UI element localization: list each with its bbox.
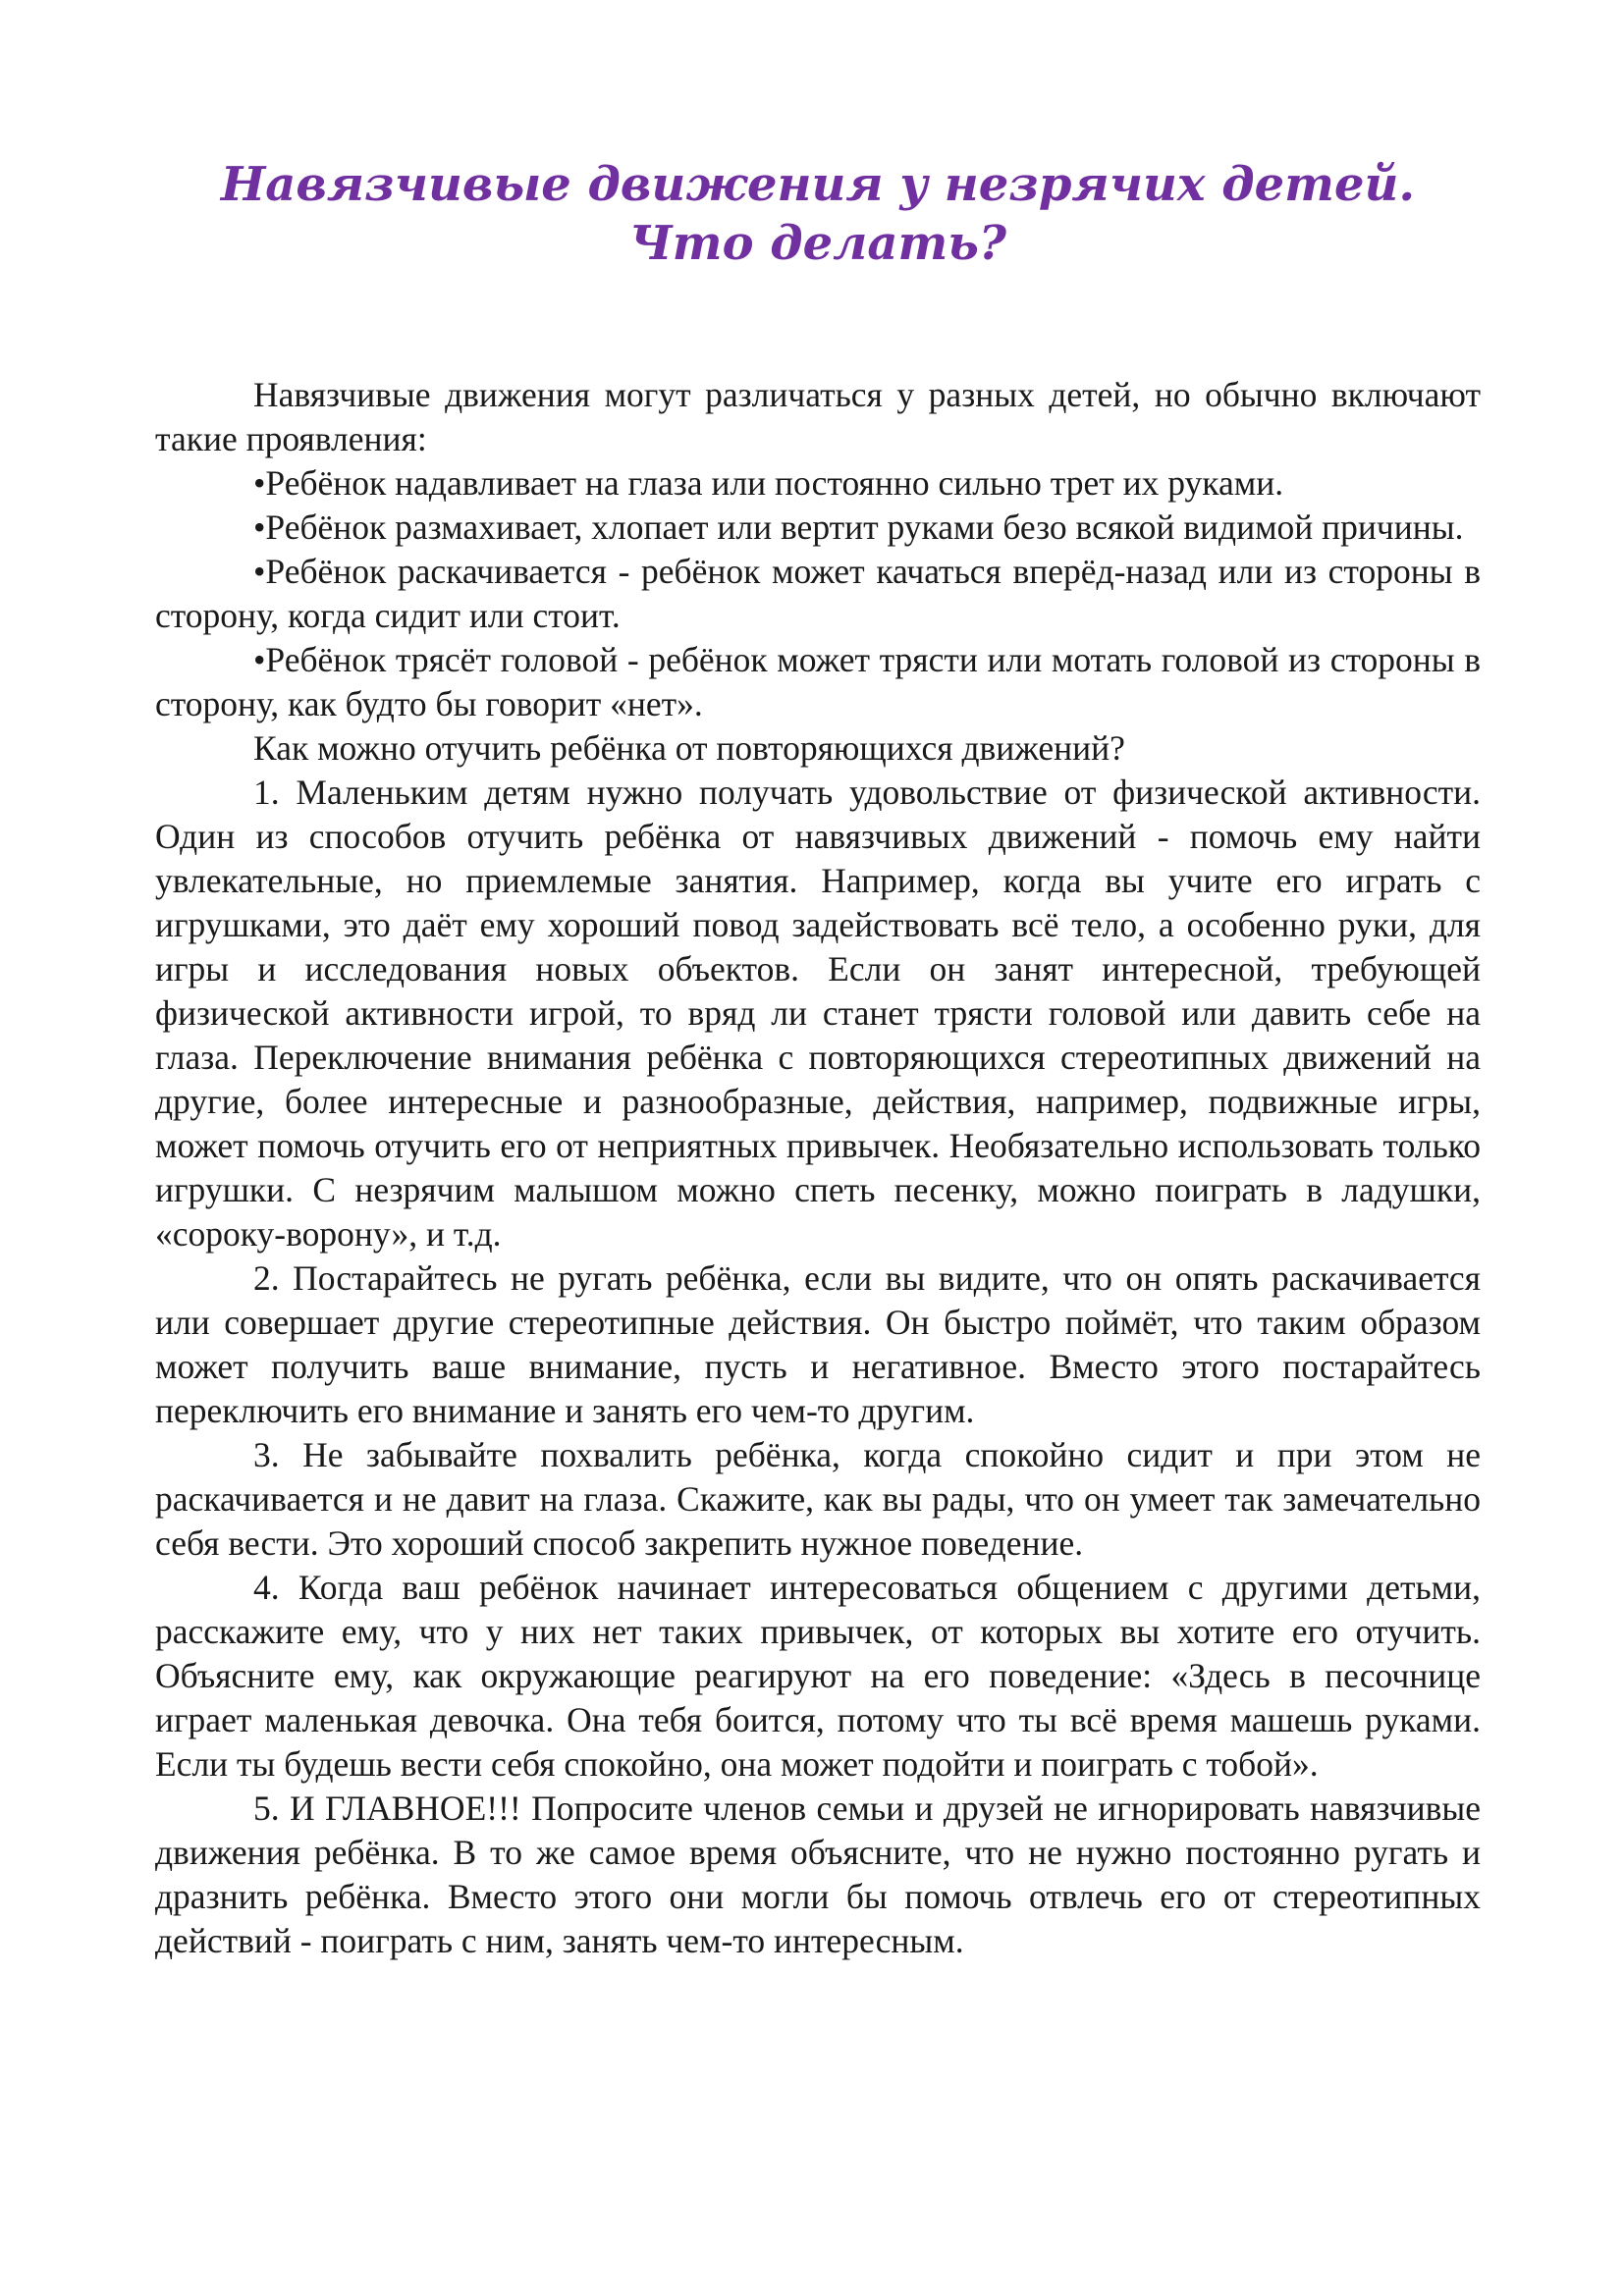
question-paragraph: Как можно отучить ребёнка от повторяющихся движений? bbox=[253, 728, 1125, 768]
document-body bbox=[155, 373, 1481, 1963]
document-page bbox=[155, 155, 1481, 1963]
bullet-eyes: •Ребёнок надавливает на глаза или постоянно сильно трет их руками. bbox=[253, 463, 1284, 503]
bullet-rocking: •Ребёнок раскачивается - ребёнок может качаться вперёд-назад или из стороны в сторону, когда сидит или стоит. bbox=[155, 552, 1481, 635]
advice-1: 1. Маленьким детям нужно получать удовольствие от физической активности. Один из способов отучить ребёнка от навязчивых движений - помочь ему найти увлекательные, но приемлемые занятия. Например, когда вы учите его играть с игрушками, это даёт ему хороший повод задействовать всё тело, а особенно руки, для игры и исследования новых объектов. Если он занят интересной, требующей физической активности игрой, то вряд ли станет трясти головой или давить себе на глаза. Переключение внимания ребёнка с повторяющихся стереотипных движений на другие, более интересные и разнообразные, действия, например, подвижные игры, может помочь отучить его от неприятных привычек. Необязательно использовать только игрушки. С незрячим малышом можно спеть песенку, можно поиграть в ладушки, «сороку-ворону», и т.д. bbox=[155, 773, 1481, 1254]
bullet-hands: •Ребёнок размахивает, хлопает или вертит руками безо всякой видимой причины. bbox=[253, 507, 1464, 547]
advice-2: 2. Постарайтесь не ругать ребёнка, если вы видите, что он опять раскачивается или совершает другие стереотипные действия. Он быстро поймёт, что таким образом может получить ваше внимание, пусть и негативное. Вместо этого постарайтесь переключить его внимание и занять его чем-то другим. bbox=[155, 1258, 1481, 1430]
advice-3: 3. Не забывайте похвалить ребёнка, когда спокойно сидит и при этом не раскачивается и не давит на глаза. Скажите, как вы рады, что он умеет так замечательно себя вести. Это хороший способ закрепить нужное поведение. bbox=[155, 1435, 1481, 1563]
advice-4: 4. Когда ваш ребёнок начинает интересоваться общением с другими детьми, расскажите ему, что у них нет таких привычек, от которых вы хотите его отучить. Объясните ему, как окружающие реагируют на его поведение: «Здесь в песочнице играет маленькая девочка. Она тебя боится, потому что ты всё время машешь руками. Если ты будешь вести себя спокойно, она может подойти и поиграть с тобой». bbox=[155, 1568, 1481, 1784]
title-line-1: Навязчивые движения у незрячих детей. bbox=[220, 157, 1416, 212]
bullet-head-shaking: •Ребёнок трясёт головой - ребёнок может трясти или мотать головой из стороны в сторону, как будто бы говорит «нет». bbox=[155, 640, 1481, 723]
advice-5: 5. И ГЛАВНОЕ!!! Попросите членов семьи и друзей не игнорировать навязчивые движения ребёнка. В то же самое время объясните, что не нужно постоянно ругать и дразнить ребёнка. Вместо этого они могли бы помочь отвлечь его от стереотипных действий - поиграть с ним, занять чем-то интересным. bbox=[155, 1789, 1481, 1960]
title-line-2: Что делать? bbox=[628, 216, 1007, 271]
page-title bbox=[155, 155, 1481, 273]
intro-paragraph: Навязчивые движения могут различаться у разных детей, но обычно включают такие проявления: bbox=[155, 375, 1481, 458]
